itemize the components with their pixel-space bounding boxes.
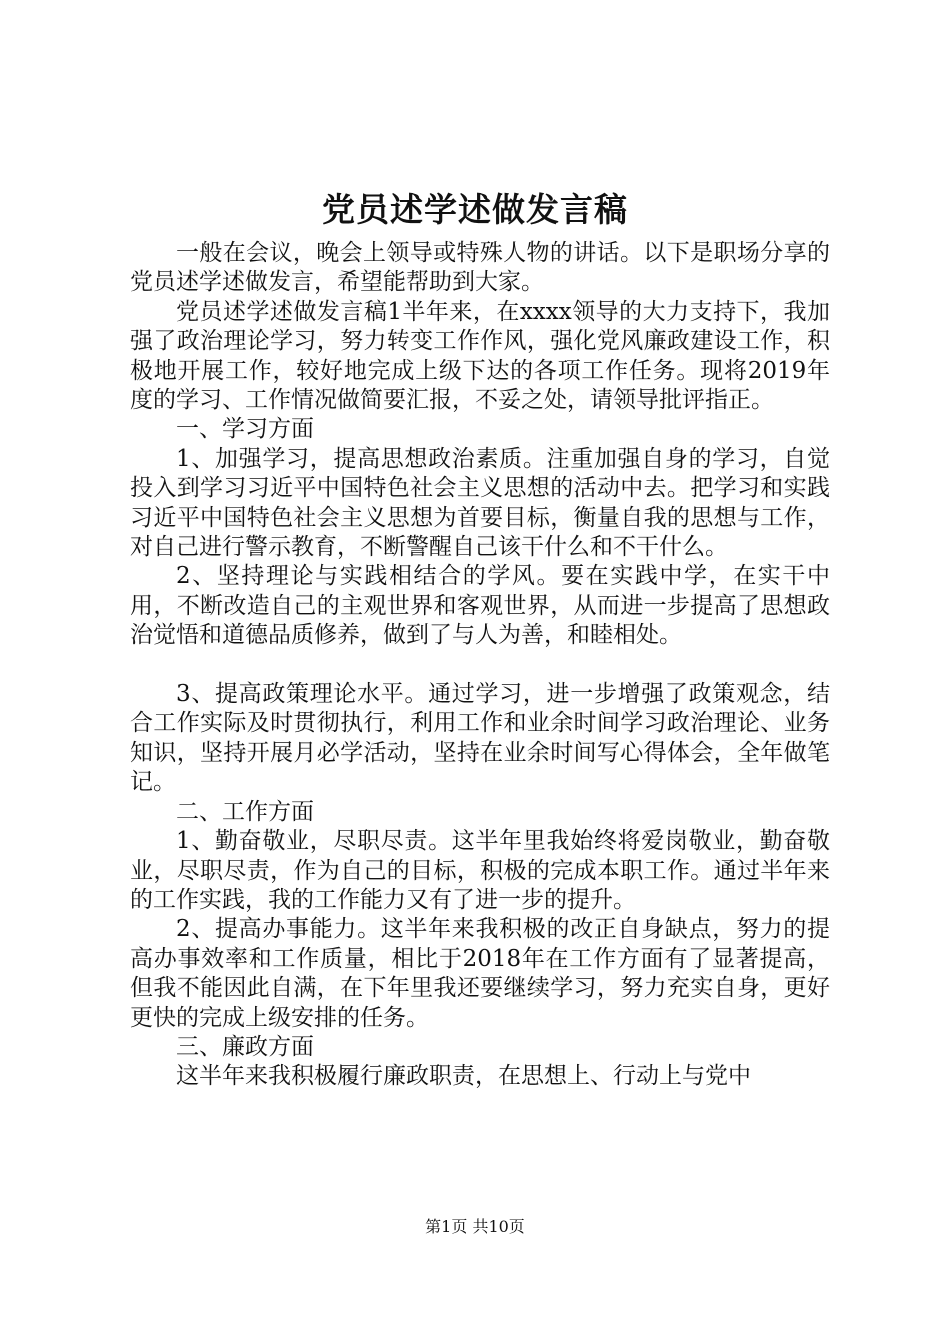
section-heading-integrity: 三、廉政方面 [176, 1033, 314, 1060]
paragraph-study-1: 1、加强学习，提高思想政治素质。注重加强自身的学习，自觉投入到学习习近平中国特色社会主义思想的活动中去。把学习和实践习近平中国特色社会主义思想为首要目标，衡量自我的思想与工作，对自己进行警示教育，不断警醒自己该干什么和不干什么。 [130, 445, 830, 561]
paragraph-work-1: 1、勤奋敬业，尽职尽责。这半年里我始终将爱岗敬业，勤奋敬业，尽职尽责，作为自己的目标，积极的完成本职工作。通过半年来的工作实践，我的工作能力又有了进一步的提升。 [130, 828, 830, 913]
paragraph-intro: 一般在会议，晚会上领导或特殊人物的讲话。以下是职场分享的党员述学述做发言，希望能帮助到大家。 [130, 240, 830, 296]
paragraph-work-2: 2、提高办事能力。这半年来我积极的改正自身缺点，努力的提高办事效率和工作质量，相比于2018年在工作方面有了显著提高，但我不能因此自满，在下年里我还要继续学习，努力充实自身，更好更快的完成上级安排的任务。 [130, 916, 830, 1031]
paragraph-integrity-1: 这半年来我积极履行廉政职责，在思想上、行动上与党中 [176, 1063, 751, 1090]
page-number-footer: 第1页 共10页 [425, 1217, 525, 1236]
section-heading-work: 二、工作方面 [176, 798, 314, 825]
document-title: 党员述学述做发言稿 [322, 190, 628, 229]
section-heading-study: 一、学习方面 [176, 416, 314, 443]
blank-line [130, 651, 830, 680]
paragraph-opening: 党员述学述做发言稿1半年来，在xxxx领导的大力支持下，我加强了政治理论学习，努力转变工作作风，强化党风廉政建设工作，积极地开展工作，较好地完成上级下达的各项工作任务。现将2019年度的学习、工作情况做简要汇报，不妥之处，请领导批评指正。 [130, 298, 830, 414]
paragraph-study-3: 3、提高政策理论水平。通过学习，进一步增强了政策观念，结合工作实际及时贯彻执行，利用工作和业余时间学习政治理论、业务知识，坚持开展月必学活动，坚持在业余时间写心得体会，全年做笔记。 [130, 681, 830, 796]
document-body [130, 239, 830, 1092]
paragraph-study-2: 2、坚持理论与实践相结合的学风。要在实践中学，在实干中用，不断改造自己的主观世界和客观世界，从而进一步提高了思想政治觉悟和道德品质修养，做到了与人为善，和睦相处。 [130, 563, 830, 649]
